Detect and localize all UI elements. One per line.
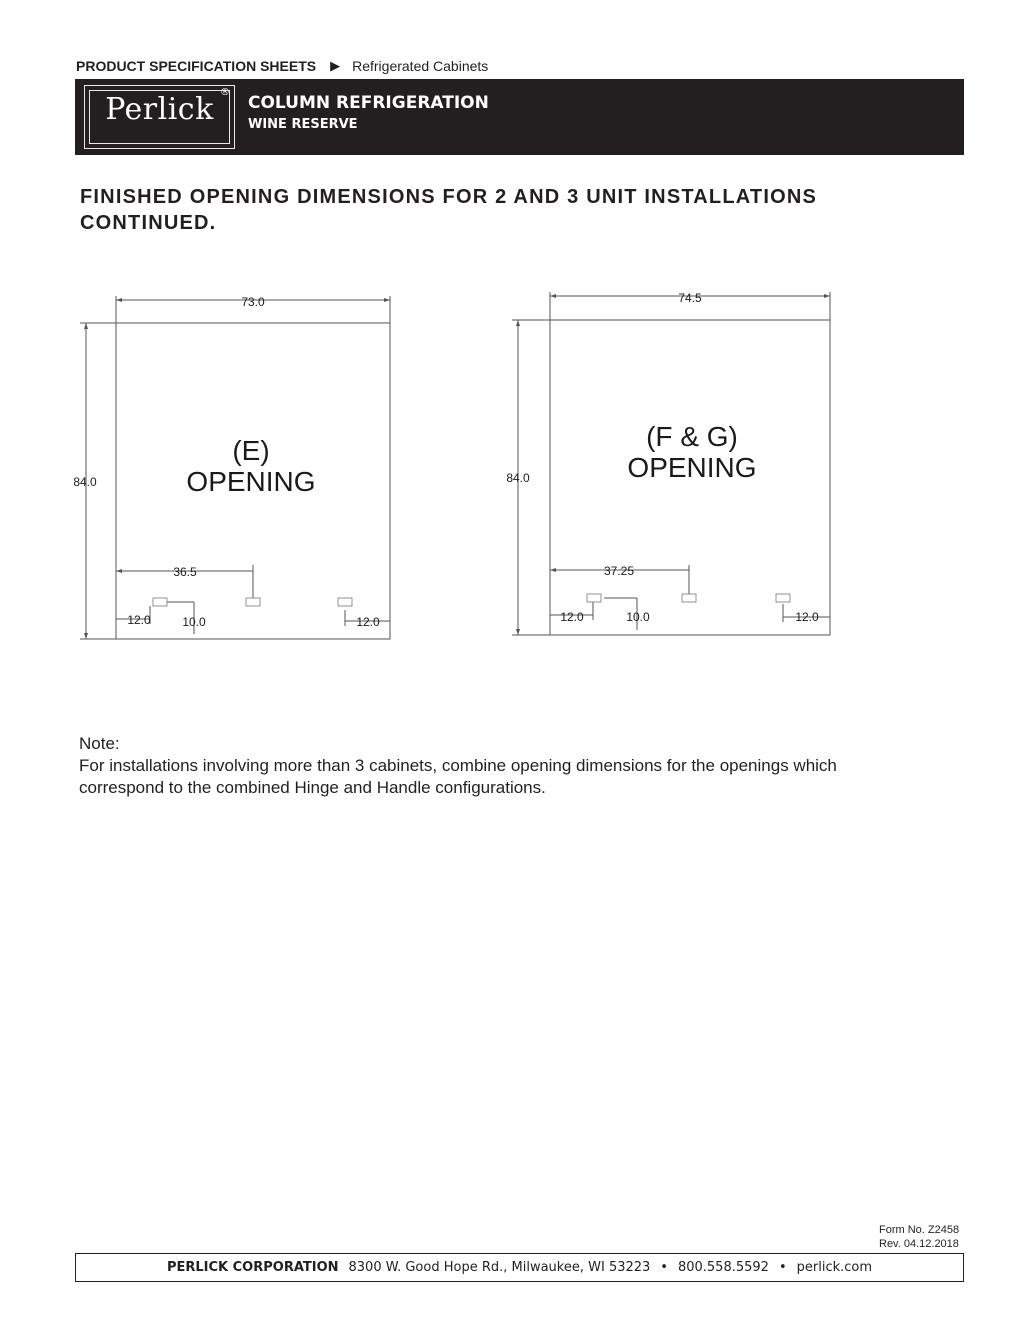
- registered-mark: ®: [220, 87, 230, 98]
- opening-e-width: 73.0: [241, 295, 265, 309]
- section-title: FINISHED OPENING DIMENSIONS FOR 2 AND 3 UNIT INSTALLATIONS CONTINUED.: [80, 186, 818, 234]
- hinge-marker-icon: [776, 594, 790, 602]
- hinge-marker-icon: [153, 598, 167, 606]
- footer-company: PERLICK CORPORATION: [166, 1260, 339, 1275]
- opening-e-hinge-offset: 36.5: [173, 565, 197, 579]
- opening-e-label: (E): [232, 435, 270, 466]
- triangle-right-icon: ▶: [330, 58, 341, 73]
- breadcrumb-page[interactable]: Refrigerated Cabinets: [352, 58, 489, 74]
- form-number: Form No. Z2458: [879, 1224, 960, 1236]
- header-title: COLUMN REFRIGERATION: [248, 93, 489, 113]
- opening-fg-center-spacing: 10.0: [626, 610, 650, 624]
- opening-e-label-2: OPENING: [186, 466, 316, 497]
- opening-fg-hinge-offset: 37.25: [603, 564, 635, 578]
- form-info: [879, 1223, 959, 1251]
- footer-website[interactable]: perlick.com: [796, 1260, 873, 1275]
- logo-text: Perlick: [105, 92, 214, 127]
- bullet-icon: •: [778, 1260, 787, 1275]
- note-body: For installations involving more than 3 cabinets, combine opening dimensions for the openings which correspond to the combined Hinge and Handle configurations.: [79, 756, 837, 797]
- footer-phone[interactable]: 800.558.5592: [677, 1260, 769, 1275]
- opening-fg-left-margin: 12.0: [560, 610, 584, 624]
- opening-e-right-margin: 12.0: [356, 615, 380, 629]
- footer-address: 8300 W. Good Hope Rd., Milwaukee, WI 53223: [348, 1260, 651, 1275]
- breadcrumb-section[interactable]: PRODUCT SPECIFICATION SHEETS: [76, 58, 317, 74]
- bullet-icon: •: [660, 1260, 668, 1275]
- revision-date: Rev. 04.12.2018: [879, 1238, 959, 1250]
- hinge-marker-icon: [587, 594, 601, 602]
- hinge-marker-icon: [246, 598, 260, 606]
- opening-fg-right-margin: 12.0: [795, 610, 819, 624]
- header-subtitle: WINE RESERVE: [248, 117, 358, 132]
- note: [79, 733, 899, 799]
- opening-fg-width: 74.5: [678, 291, 702, 305]
- opening-fg-height: 84.0: [506, 471, 530, 485]
- hinge-marker-icon: [338, 598, 352, 606]
- opening-e-center-spacing: 10.0: [182, 615, 206, 629]
- opening-fg-label: (F & G): [646, 421, 738, 452]
- footer: [75, 1253, 964, 1282]
- hinge-marker-icon: [682, 594, 696, 602]
- opening-fg-label-2: OPENING: [627, 452, 757, 483]
- opening-e-left-margin: 12.0: [127, 613, 151, 627]
- note-heading: Note:: [79, 734, 120, 753]
- opening-e-height: 84.0: [73, 475, 97, 489]
